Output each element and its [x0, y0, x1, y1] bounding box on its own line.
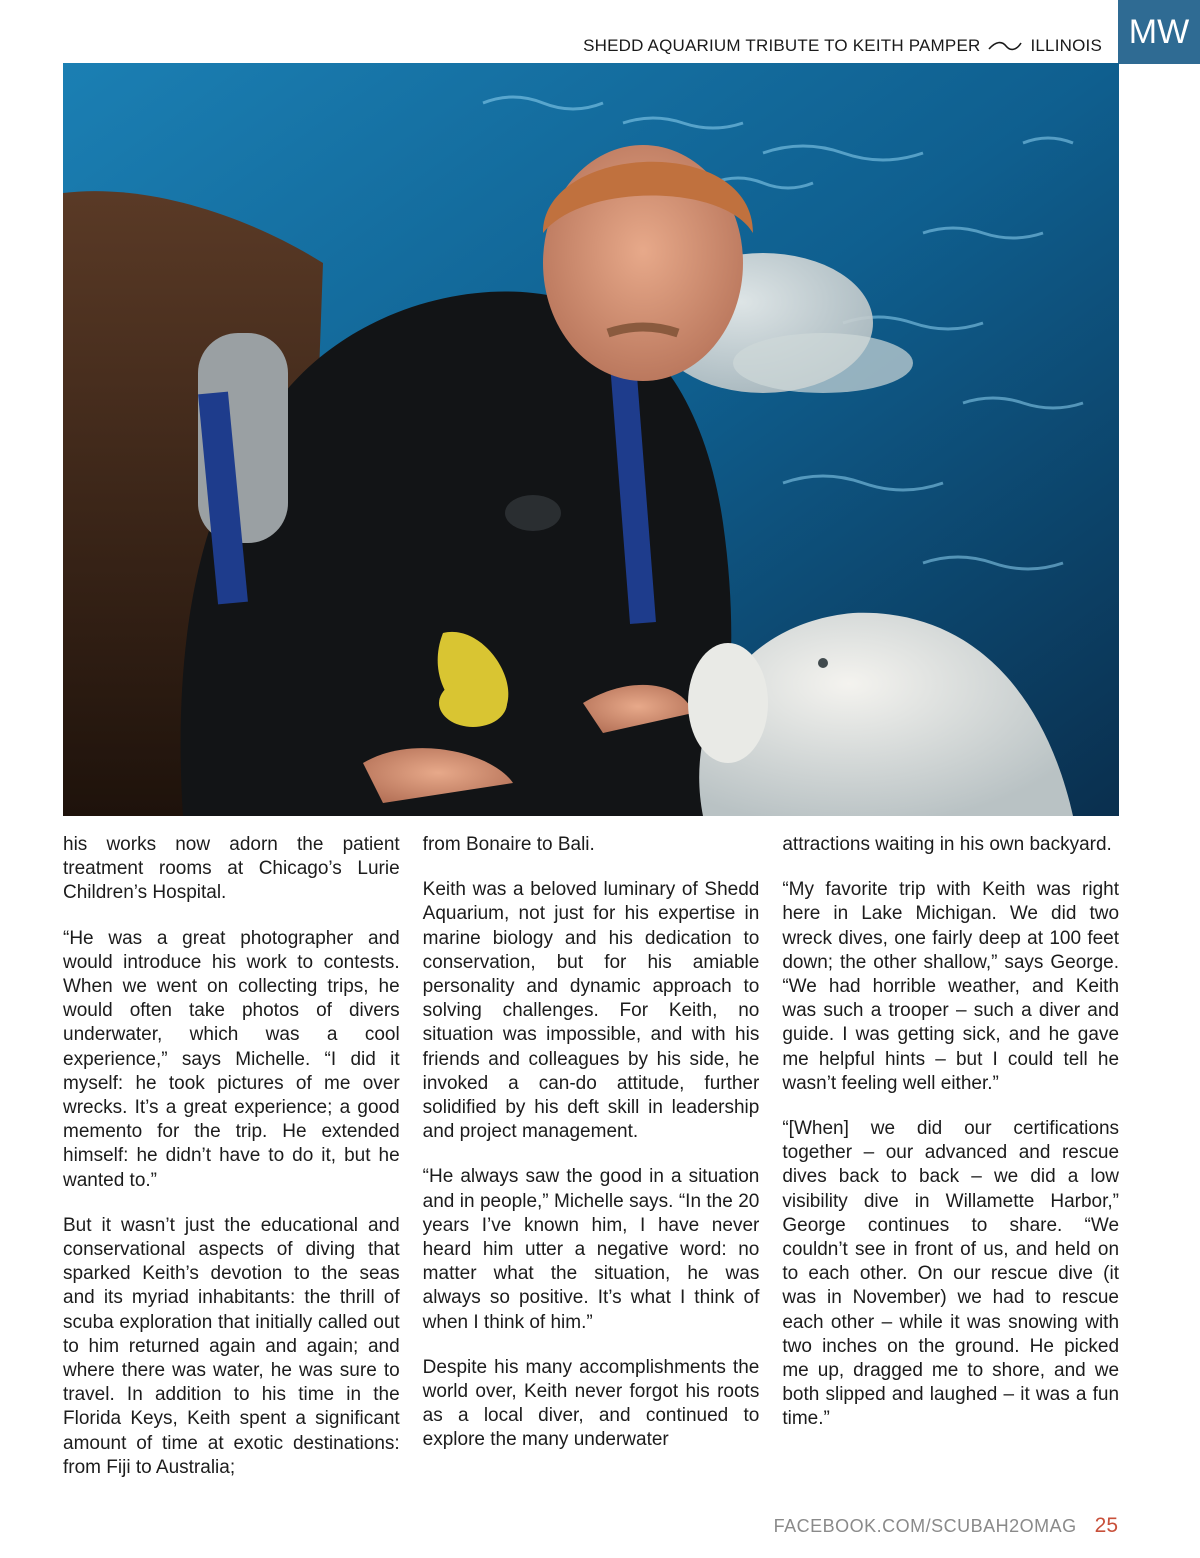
- page-footer: [774, 1514, 1118, 1538]
- running-title: SHEDD AQUARIUM TRIBUTE TO KEITH PAMPER: [583, 36, 981, 55]
- column-2: [423, 833, 760, 1501]
- page-number: 25: [1094, 1514, 1118, 1537]
- social-url[interactable]: FACEBOOK.COM/SCUBAH2OMAG: [773, 1516, 1077, 1536]
- swash-ornament-icon: [988, 40, 1022, 52]
- paragraph: But it wasn’t just the educational and conservational aspects of diving that sparked Keith’s devotion to the seas and its myriad inhabitants: the thrill of scuba exploration that initially called out to him returned again and again; and where there was water, he was sure to travel. In addition to his time in the Florida Keys, Keith spent a significant amount of time at exotic destinations: from Fiji to Australia;: [63, 1214, 400, 1478]
- paragraph: Keith was a beloved luminary of Shedd Aquarium, not just for his expertise in marine biology and his dedication to conservation, but for his amiable personality and dynamic approach to solving challenges. For Keith, no situation was impossible, and with his friends and colleagues by his side, he invoked a can-do attitude, further solidified by his deft skill in leadership and project management.: [422, 879, 760, 1143]
- paragraph: from Bonaire to Bali.: [422, 834, 595, 855]
- paragraph: his works now adorn the patient treatment rooms at Chicago’s Lurie Children’s Hospital.: [63, 834, 400, 904]
- location-label: ILLINOIS: [1030, 36, 1102, 55]
- diver-with-belugas-photo: [63, 63, 1119, 816]
- column-3: [782, 833, 1119, 1501]
- column-1: [63, 833, 400, 1501]
- paragraph: attractions waiting in his own backyard.: [782, 834, 1112, 855]
- paragraph: “My favorite trip with Keith was right here in Lake Michigan. We did two wreck dives, one fairly deep at 100 feet down; the other shallow,” says George. “We had horrible weather, and Keith was such a trooper – such a diver and guide. I was getting sick, and he gave me helpful hints – but I could tell he wasn’t feeling well either.”: [782, 879, 1120, 1094]
- running-header: [583, 36, 1102, 56]
- section-badge: MW: [1118, 0, 1200, 64]
- paragraph: “He always saw the good in a situation and in people,” Michelle says. “In the 20 years I’ve known him, I have never heard him utter a negative word: no matter what the situation, he was always so positive. It’s what I think of when I think of him.”: [422, 1166, 760, 1333]
- paragraph: Despite his many accomplishments the world over, Keith never forgot his roots as a local diver, and continued to explore the many underwater: [422, 1356, 760, 1451]
- paragraph: “He was a great photographer and would introduce his work to contests. When we went on collecting trips, he would often take photos of divers underwater, which was a cool experience,” says Michelle. “I did it myself: he took pictures of me over wrecks. It’s a great experience; a good memento for the trip. He extended himself: he didn’t have to do it, but he wanted to.”: [63, 927, 400, 1191]
- article-body: [63, 833, 1119, 1501]
- paragraph: “[When] we did our certifications together – our advanced and rescue dives back to back – we did a low visibility dive in Willamette Harbor,” George continues to share. “We couldn’t see in front of us, and held on to each other. On our rescue dive (it was in November) we had to rescue each other – while it was snowing with two inches on the ground. He picked me up, dragged me to shore, and we both slipped and laughed – it was a fun time.”: [782, 1118, 1120, 1430]
